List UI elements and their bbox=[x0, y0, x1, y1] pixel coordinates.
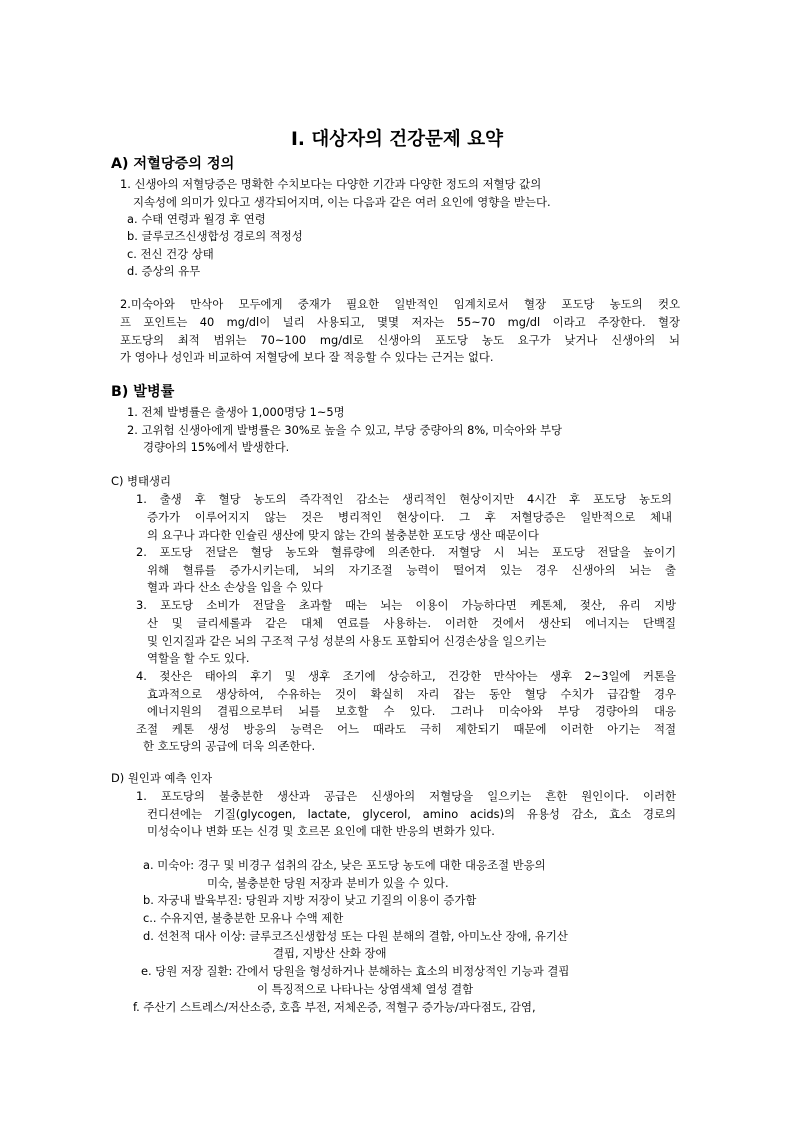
section-d-b: b. 자궁내 발육부진: 당원과 지방 저장이 낮고 기질의 이용이 증가함 bbox=[143, 893, 477, 907]
section-d-a-line2: 미숙, 불충분한 당원 저장과 분비가 있을 수 있다. bbox=[207, 876, 449, 890]
section-c-item1-line1: 1. 출생 후 혈당 농도의 즉각적인 감소는 생리적인 현상이지만 4시간 후 포도당 농도의 bbox=[136, 492, 672, 506]
section-a-subitem-d: d. 증상의 유무 bbox=[127, 264, 201, 278]
section-d-a-line1: a. 미숙아: 경구 및 비경구 섭취의 감소, 낮은 포도당 농도에 대한 대응조절 반응의 bbox=[143, 858, 546, 872]
section-d-c: c.. 수유지연, 불충분한 모유나 수액 제한 bbox=[143, 911, 344, 925]
section-a-item1-line1: 1. 신생아의 저혈당증은 명확한 수치보다는 다양한 기간과 다양한 정도의 저혈당 값의 bbox=[120, 177, 542, 191]
section-c-item4-line1: 4. 젖산은 태아의 후기 및 생후 조기에 상승하고, 건강한 만삭아는 생후 2~3일에 커톤을 bbox=[136, 669, 676, 683]
section-d-item1-line1: 1. 포도당의 불충분한 생산과 공급은 신생아의 저혈당을 일으키는 흔한 원인이다. 이러한 bbox=[136, 789, 676, 803]
section-c-item4-line3: 에너지원의 결핍으로부터 뇌를 보호할 수 있다. 그러나 미숙아와 부당 경량아의 대응 bbox=[147, 704, 676, 718]
section-d-item1-line2: 컨디션에는 기질(glycogen, lactate, glycerol, amino acids)의 유용성 감소, 효소 경로의 bbox=[147, 807, 676, 821]
section-c-item4-line5: 한 호도당의 공급에 더욱 의존한다. bbox=[143, 739, 316, 753]
section-c-item3-line3: 및 인지질과 같은 뇌의 구조적 구성 성분의 사용도 포함되어 신경손상을 일으키는 bbox=[147, 634, 547, 648]
section-d-f: f. 주산기 스트레스/저산소증, 호흡 부전, 저체온증, 적혈구 증가능/과다점도, 감염, bbox=[133, 1000, 536, 1014]
section-a-subitem-a: a. 수태 연령과 월경 후 연령 bbox=[127, 212, 266, 226]
section-d-e-line1: e. 당원 저장 질환: 간에서 당원을 형성하거나 분해하는 효소의 비정상적인 기능과 결핍 bbox=[141, 964, 570, 978]
section-a-heading: A) 저혈당증의 정의 bbox=[111, 156, 235, 172]
section-c-item2-line2: 위해 혈류를 증가시키는데, 뇌의 자기조절 능력이 떨어져 있는 경우 신생아의 뇌는 출 bbox=[147, 563, 676, 577]
section-c-item3-line4: 역할을 할 수도 있다. bbox=[147, 651, 250, 665]
section-a-item2-line2: 프 포인트는 40 mg/dl이 널리 사용되고, 몇몇 저자는 55~70 mg/dl 이라고 주장한다. 혈장 bbox=[120, 315, 680, 329]
section-c-item1-line3: 의 요구나 과다한 인슐린 생산에 맞지 않는 간의 불충분한 포도당 생산 때문이다 bbox=[147, 528, 539, 542]
page-title: I. 대상자의 건강문제 요약 bbox=[291, 129, 503, 150]
section-d-heading: D) 원인과 예측 인자 bbox=[111, 771, 213, 785]
section-a-item2-line1: 2.미숙아와 만삭아 모두에게 중재가 필요한 일반적인 임계치로서 혈장 포도당 농도의 컷오 bbox=[120, 297, 680, 311]
section-c-item1-line2: 증가가 이루어지지 않는 것은 병리적인 현상이다. 그 후 저혈당증은 일반적으로 체내 bbox=[147, 510, 672, 524]
section-a-item2-line3: 포도당의 최적 범위는 70~100 mg/dl로 신생아의 포도당 농도 요구가 낮거나 신생아의 뇌 bbox=[120, 333, 680, 347]
section-c-item2-line1: 2. 포도당 전달은 혈당 농도와 혈류량에 의존한다. 저혈당 시 뇌는 포도당 전달을 높이기 bbox=[136, 545, 676, 559]
section-c-item4-line4: 조절 케톤 생성 방응의 능력은 어느 때라도 극히 제한되기 때문에 이러한 아기는 적절 bbox=[136, 722, 676, 736]
section-c-heading: C) 병태생리 bbox=[111, 474, 172, 488]
section-a-subitem-b: b. 글루코즈신생합성 경로의 적정성 bbox=[127, 229, 303, 243]
section-b-item1: 1. 전체 발병률은 출생아 1,000명당 1~5명 bbox=[127, 405, 345, 419]
section-b-item2-line2: 경량아의 15%에서 발생한다. bbox=[143, 440, 290, 454]
section-d-d-line2: 결핍, 지방산 산화 장애 bbox=[273, 946, 387, 960]
section-d-e-line2: 이 특징적으로 나타나는 상염색체 열성 결함 bbox=[257, 982, 474, 996]
section-a-subitem-c: c. 전신 건강 상태 bbox=[127, 247, 214, 261]
section-a-item2-line4: 가 영아나 성인과 비교하여 저혈당에 보다 잘 적응할 수 있다는 근거는 없다. bbox=[120, 350, 494, 364]
section-d-item1-line3: 미성숙이나 변화 또는 신경 및 호르몬 요인에 대한 반응의 변화가 있다. bbox=[147, 824, 495, 838]
section-c-item4-line2: 효과적으로 생상하여, 수유하는 것이 확실히 자리 잡는 동안 혈당 수치가 급감할 경우 bbox=[147, 687, 676, 701]
section-d-d-line1: d. 선천적 대사 이상: 글루코즈신생합성 또는 다원 분해의 결함, 아미노산 장애, 유기산 bbox=[143, 929, 568, 943]
section-c-item3-line2: 산 및 글리세롤과 같은 대체 연료를 사용하는. 이러한 것에서 생산되 에너지는 단백질 bbox=[147, 616, 676, 630]
section-c-item2-line3: 혈과 과다 산소 손상을 입을 수 있다 bbox=[147, 580, 323, 594]
section-a-item1-line2: 지속성에 의미가 있다고 생각되어지며, 이는 다음과 같은 여러 요인에 영향을 받는다. bbox=[133, 195, 551, 209]
section-c-item3-line1: 3. 포도당 소비가 전달을 초과할 때는 뇌는 이용이 가능하다면 케톤체, 젖산, 유리 지방 bbox=[136, 598, 676, 612]
section-b-item2-line1: 2. 고위험 신생아에게 발병률은 30%로 높을 수 있고, 부당 중량아의 8%, 미숙아와 부당 bbox=[127, 423, 563, 437]
section-b-heading: B) 발병률 bbox=[111, 384, 175, 400]
